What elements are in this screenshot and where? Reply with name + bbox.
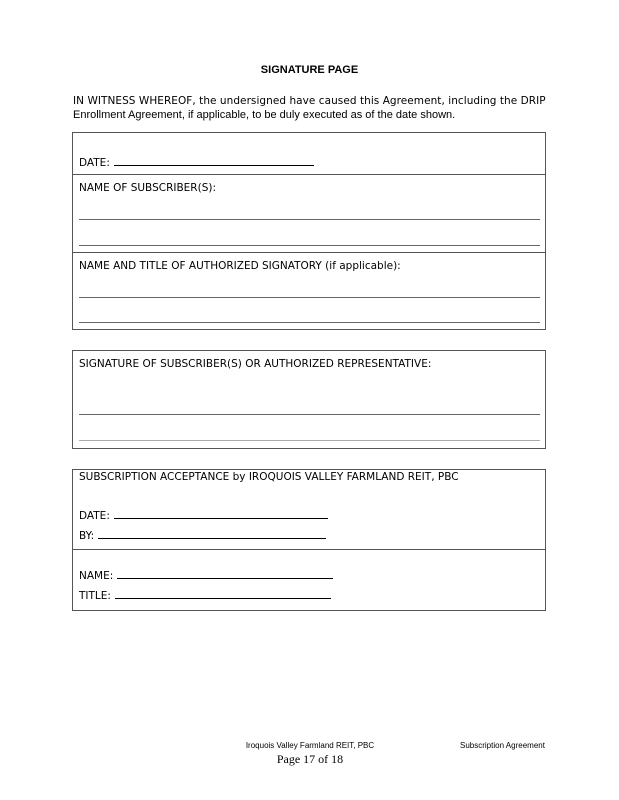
signatory-section <box>73 253 545 329</box>
date-section <box>73 133 545 175</box>
title-label: TITLE: <box>79 590 111 602</box>
signatory-line-1[interactable] <box>79 297 540 298</box>
acceptance-date-field[interactable] <box>114 508 328 519</box>
subscriber-name-line-1[interactable] <box>79 219 540 220</box>
title-field[interactable] <box>115 588 331 599</box>
acceptance-date-label: DATE: <box>79 510 110 522</box>
intro-line-1: IN WITNESS WHEREOF, the undersigned have caused this Agreement, including the DRIP <box>73 95 546 107</box>
subscriber-name-line-2[interactable] <box>79 245 540 246</box>
date-field[interactable] <box>114 155 314 166</box>
subscriber-name-section <box>73 175 545 253</box>
signature-section <box>73 351 545 448</box>
signature-line-2[interactable] <box>79 440 540 441</box>
by-field[interactable] <box>98 528 326 539</box>
page-number: Page 17 of 18 <box>276 752 344 766</box>
name-label: NAME: <box>79 570 114 582</box>
acceptance-label: SUBSCRIPTION ACCEPTANCE by IROQUOIS VALLEY FARMLAND REIT, PBC <box>79 471 459 483</box>
date-label: DATE: <box>79 157 110 169</box>
subscriber-info-box <box>72 132 546 330</box>
acceptance-section <box>73 470 545 550</box>
intro-paragraph <box>73 94 546 122</box>
signatory-line-2[interactable] <box>79 322 540 323</box>
signature-line-1[interactable] <box>79 414 540 415</box>
signature-label: SIGNATURE OF SUBSCRIBER(S) OR AUTHORIZED REPRESENTATIVE: <box>79 358 432 370</box>
acceptance-box <box>72 469 546 611</box>
signatory-label: NAME AND TITLE OF AUTHORIZED SIGNATORY (if applicable): <box>79 260 401 272</box>
name-field[interactable] <box>117 568 333 579</box>
footer-company: Iroquois Valley Farmland REIT, PBC <box>245 741 375 750</box>
subscriber-name-label: NAME OF SUBSCRIBER(S): <box>79 182 216 194</box>
page-title: SIGNATURE PAGE <box>260 64 359 76</box>
signature-box <box>72 350 546 449</box>
name-title-section <box>73 550 545 610</box>
footer-doc-name: Subscription Agreement <box>460 741 545 750</box>
intro-line-2: Enrollment Agreement, if applicable, to be duly executed as of the date shown. <box>73 109 456 121</box>
by-label: BY: <box>79 530 95 542</box>
